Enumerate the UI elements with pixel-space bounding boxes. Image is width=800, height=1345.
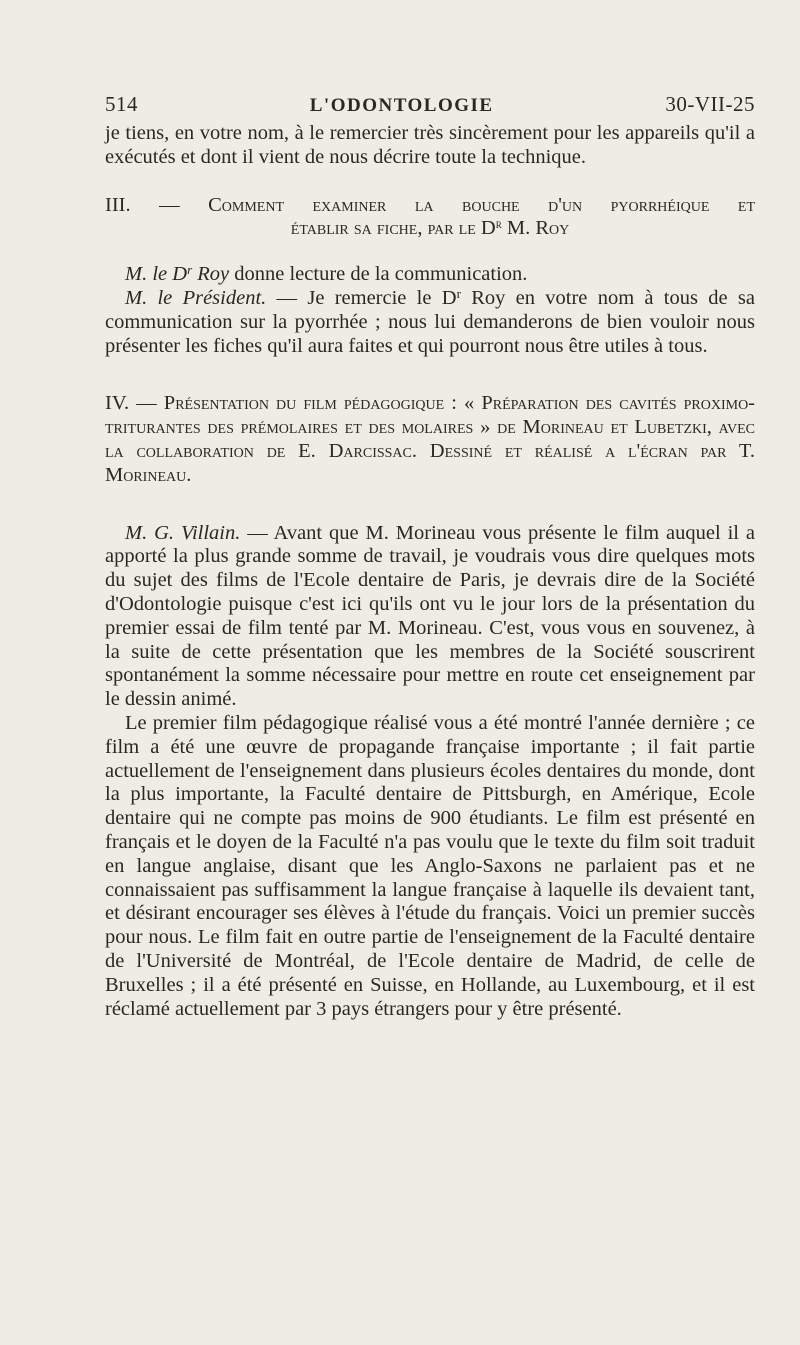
section-4-paragraph-1: M. G. Villain. — Avant que M. Morineau vous présente le film auquel il a apporté la plus grande somme de travail, je voudrais vous dire quelques mots du sujet des films de l'Ecole dentaire de Paris, je devrais dire de la Société d'Odontologie puisque c'est ici qu'ils ont vu le jour lors de la présentation du premier essai de film tenté par M. Morineau. C'est, vous vous en souvenez, à la suite de cette présentation que les membres de la Société souscrirent spontanément la somme nécessaire pour mettre en route cet enseignement par le dessin animé. [105,521,755,711]
section-3-number: III. — [105,193,180,216]
section-4-title: Présentation du film pédagogique : « Préparation des cavités proximo-triturantes des prémolaires et des molaires » de Morineau et Lubetzki, avec la collaboration de E. Darcissac. Dessiné et réalisé a l'écran par T. Morineau. [105,392,756,486]
speaker-name: M. le Président. [125,286,267,309]
section-3-paragraph-1: M. le $D^r$ Roy donne lecture de la communication. [125,262,528,286]
page-number: 514 [105,92,138,116]
section-4-heading [105,392,755,487]
running-header [105,92,755,122]
speaker-name: M. le $D^r$ Roy [125,262,230,286]
page [105,92,755,1021]
section-3-heading [105,194,755,242]
intro-paragraph: je tiens, en votre nom, à le remercier très sincèrement pour les appareils qu'il a exécutés et dont il vient de nous décrire toute la technique. [105,122,755,168]
issue-date: 30-VII-25 [665,92,755,116]
section-3-title-line1: Comment examiner la bouche d'un pyorrhéique et [208,193,756,216]
section-4-paragraph-2: Le premier film pédagogique réalisé vous a été montré l'année dernière ; ce film a été une œuvre de propagande française importante ; il fait partie actuellement de l'enseignement dans plusieurs écoles dentaires du monde, dont la plus importante, la Faculté dentaire de Pittsburgh, en Amérique, Ecole dentaire qui ne compte pas moins de 900 étudiants. Le film est présenté en français et le doyen de la Faculté n'a pas voulu que le texte du film soit traduit en langue anglaise, disant que les Anglo-Saxons ne parlaient pas et ne connaissaient pas suffisamment la langue française à laquelle ils devaient tant, et désirant encourager ses élèves à l'étude du français. Voici un premier succès pour nous. Le film fait en outre partie de l'enseignement de la Faculté dentaire de l'Université de Montréal, de l'Ecole dentaire de Madrid, de celle de Bruxelles ; il a été présenté en Suisse, en Hollande, au Luxembourg, et il est réclamé actuellement par 3 pays étrangers pour y être présenté. [105,711,755,1020]
section-4-number: IV. — [105,392,157,415]
section-3-paragraph-2: M. le Président. — Je remercie le $D^r$ Roy en votre nom à tous de sa communication sur la pyorrhée ; nous lui demanderons de bien vouloir nous présenter les fiches qu'il aura faites et qui pourront nous être utiles à tous. [105,285,755,357]
section-3-title-line2: établir sa fiche, par le $D^r$ M. Roy [290,216,570,240]
speaker-name: M. G. Villain. [125,521,241,544]
journal-title: L'ODONTOLOGIE [309,95,494,116]
